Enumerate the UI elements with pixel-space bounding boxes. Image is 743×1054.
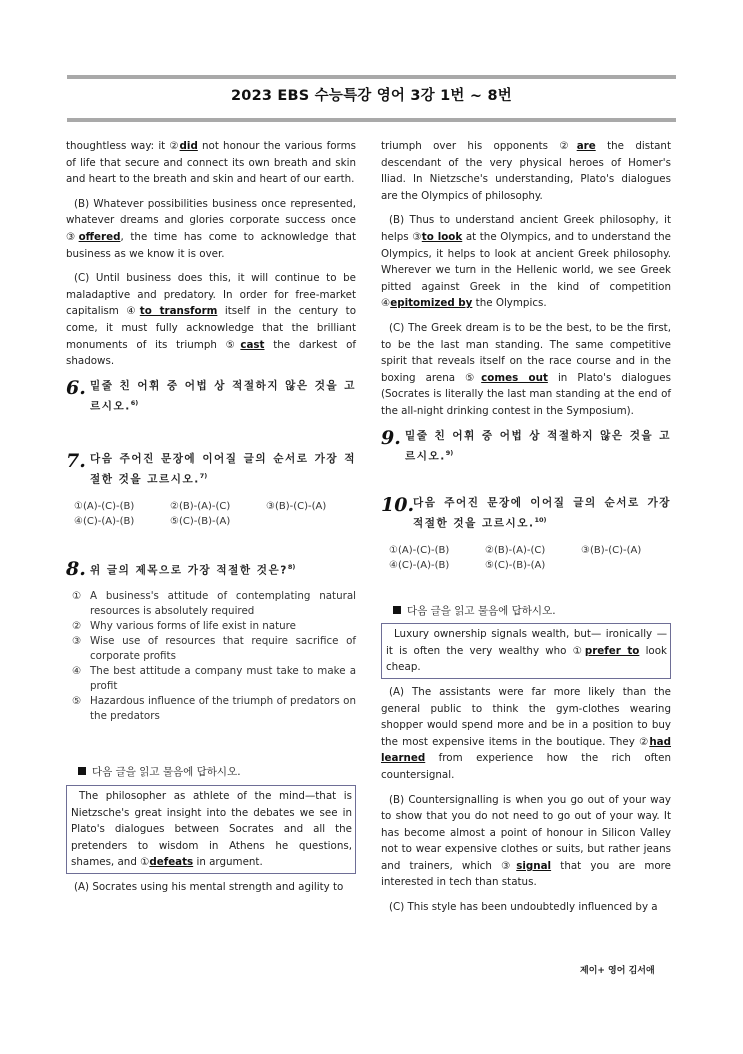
question-number: 8. (66, 557, 86, 580)
choice-3[interactable]: ③(B)-(C)-(A) (581, 544, 642, 556)
question-number: 6. (66, 376, 86, 399)
passage-paragraph-c: (C) The Greek dream is to be the best, to be the first, to be the last man standing. The same competitive spirit that reveals itself on the race course and in the boxing arena ⑤comes out in Plato's dialogues (Socrates is literally the last man standing at the end of the all-night drinking contest in the Symposium). (381, 321, 671, 417)
option-5[interactable]: ⑤ Hazardous influence of the triumph of predators on the predators (72, 695, 356, 723)
choice-1[interactable]: ①(A)-(C)-(B) (74, 500, 135, 512)
option-4[interactable]: ④ The best attitude a company must take to make a profit (72, 665, 356, 693)
page-title: 2023 EBS 수능특강 영어 3강 1번 ~ 8번 (231, 88, 512, 104)
question-text: 다음 주어진 문장에 이어질 글의 순서로 가장 적절한 것을 고르시오.$^{7)}$ (90, 453, 356, 486)
square-bullet-icon (78, 767, 86, 775)
underlined-word: epitomized by (390, 297, 473, 310)
underlined-word: had learned (381, 735, 671, 765)
choice-4[interactable]: ④(C)-(A)-(B) (74, 515, 135, 527)
passage-paragraph-c: (C) This style has been undoubtedly influenced by a (389, 901, 658, 914)
square-bullet-icon (393, 606, 401, 614)
footnote-ref: 9) (445, 448, 454, 457)
reading-instruction: 다음 글을 읽고 물음에 답하시오. (393, 603, 671, 620)
option-2[interactable]: ② Why various forms of life exist in nature (72, 620, 297, 633)
question-text: 다음 주어진 문장에 이어질 글의 순서로 가장 적절한 것을 고르시오.$^{10)}$ (413, 497, 671, 530)
underlined-word: to look (421, 230, 463, 243)
question-10 (381, 495, 671, 533)
question-6 (66, 378, 356, 416)
given-sentence-box: The philosopher as athlete of the mind—that is Nietzsche's great insight into the debates we see in Plato's dialogues between Socrates and all the pretenders to wisdom in Athens he questions, shames, and ①defeats in argument. (66, 785, 356, 874)
question-number: 10. (381, 494, 415, 517)
choice-3[interactable]: ③(B)-(C)-(A) (266, 500, 327, 512)
passage-paragraph-b: (B) Thus to understand ancient Greek philosophy, it helps ③to look at the Olympics, and to understand the Olympics, it helps to look at ancient Greek philosophy. Wherever we turn in the Hellenic world, we see Greek pitted against Greek in the kind of competition ④epitomized by the Olympics. (381, 214, 671, 310)
answer-choices (74, 499, 356, 529)
passage-paragraph-a: (A) Socrates using his mental strength and agility to (74, 880, 344, 893)
option-3[interactable]: ③ Wise use of resources that require sacrifice of corporate profits (72, 635, 356, 663)
title-options (72, 589, 356, 724)
footnote-ref: 6) (130, 398, 139, 407)
underlined-word: signal (516, 859, 552, 872)
question-7 (66, 451, 356, 489)
passage-paragraph: thoughtless way: it ②did not honour the various forms of life that secure and connect its own breath and skin and heart to the breath and skin and heart of our earth. (66, 140, 356, 186)
question-number: 7. (66, 450, 86, 473)
choice-1[interactable]: ①(A)-(C)-(B) (389, 544, 450, 556)
footnote-ref: 10) (534, 516, 547, 525)
underlined-word: did (179, 140, 198, 152)
passage-paragraph-a: (A) The assistants were far more likely than the general public to think the gym-clothes wearing shopper would spend more and be in a position to buy the most expensive items in the boutique. They ②had learned from experience how the rich often countersignal. (381, 685, 671, 781)
underlined-word: are (576, 140, 596, 152)
underlined-word: cast (240, 338, 265, 351)
question-text: 밑줄 친 어휘 중 어법 상 적절하지 않은 것을 고르시오.$^{9)}$ (405, 429, 671, 463)
question-text: 위 글의 제목으로 가장 적절한 것은?$^{8)}$ (90, 562, 296, 577)
author-footer: 제이+ 영어 김서애 (580, 966, 655, 976)
given-sentence-box: Luxury ownership signals wealth, but— ironically — it is often the very wealthy who ①prefer to look cheap. (381, 623, 671, 679)
question-9 (381, 428, 671, 466)
underlined-word: comes out (481, 371, 548, 384)
footnote-ref: 8) (287, 562, 296, 571)
right-column (381, 138, 671, 924)
left-column (66, 138, 356, 903)
reading-instruction: 다음 글을 읽고 물음에 답하시오. (78, 764, 356, 781)
choice-4[interactable]: ④(C)-(A)-(B) (389, 559, 450, 571)
underlined-word: to transform (139, 305, 218, 318)
header-rule-bottom (67, 118, 676, 122)
answer-choices (389, 543, 671, 573)
choice-5[interactable]: ⑤(C)-(B)-(A) (170, 515, 231, 527)
underlined-word: offered (78, 230, 121, 243)
question-text: 밑줄 친 어휘 중 어법 상 적절하지 않은 것을 고르시오.$^{6)}$ (90, 379, 356, 413)
option-1[interactable]: ① A business's attitude of contemplating natural resources is absolutely required (72, 590, 356, 618)
passage-paragraph-b: (B) Countersignalling is when you go out of your way to show that you do not need to go out of your way. It has become almost a point of honour in Silicon Valley not to wear expensive clothes or suits, but rather jeans and trainers, which ③signal that you are more interested in tech than status. (381, 793, 671, 889)
underlined-word: defeats (149, 856, 194, 869)
footnote-ref: 7) (199, 472, 208, 481)
choice-2[interactable]: ②(B)-(A)-(C) (485, 544, 546, 556)
underlined-word: prefer to (584, 644, 640, 657)
passage-paragraph: triumph over his opponents ②are the distant descendant of the very physical heroes of Homer's Iliad. In Nietzsche's understanding, Plato's dialogues are the Olympics of philosophy. (381, 140, 671, 202)
passage-paragraph-c: (C) Until business does this, it will continue to be maladaptive and predatory. In order for free-market capitalism ④to transform itself in the century to come, it must fully acknowledge that the brilliant monuments of its triumph ⑤cast the darkest of shadows. (66, 272, 356, 368)
header-rule-top (67, 75, 676, 79)
passage-paragraph-b: (B) Whatever possibilities business once represented, whatever dreams and glories corporate success once ③offered, the time has come to acknowledge that business as we know it is over. (66, 197, 356, 260)
question-number: 9. (381, 426, 401, 449)
choice-5[interactable]: ⑤(C)-(B)-(A) (485, 559, 546, 571)
question-8 (66, 559, 356, 580)
choice-2[interactable]: ②(B)-(A)-(C) (170, 500, 231, 512)
